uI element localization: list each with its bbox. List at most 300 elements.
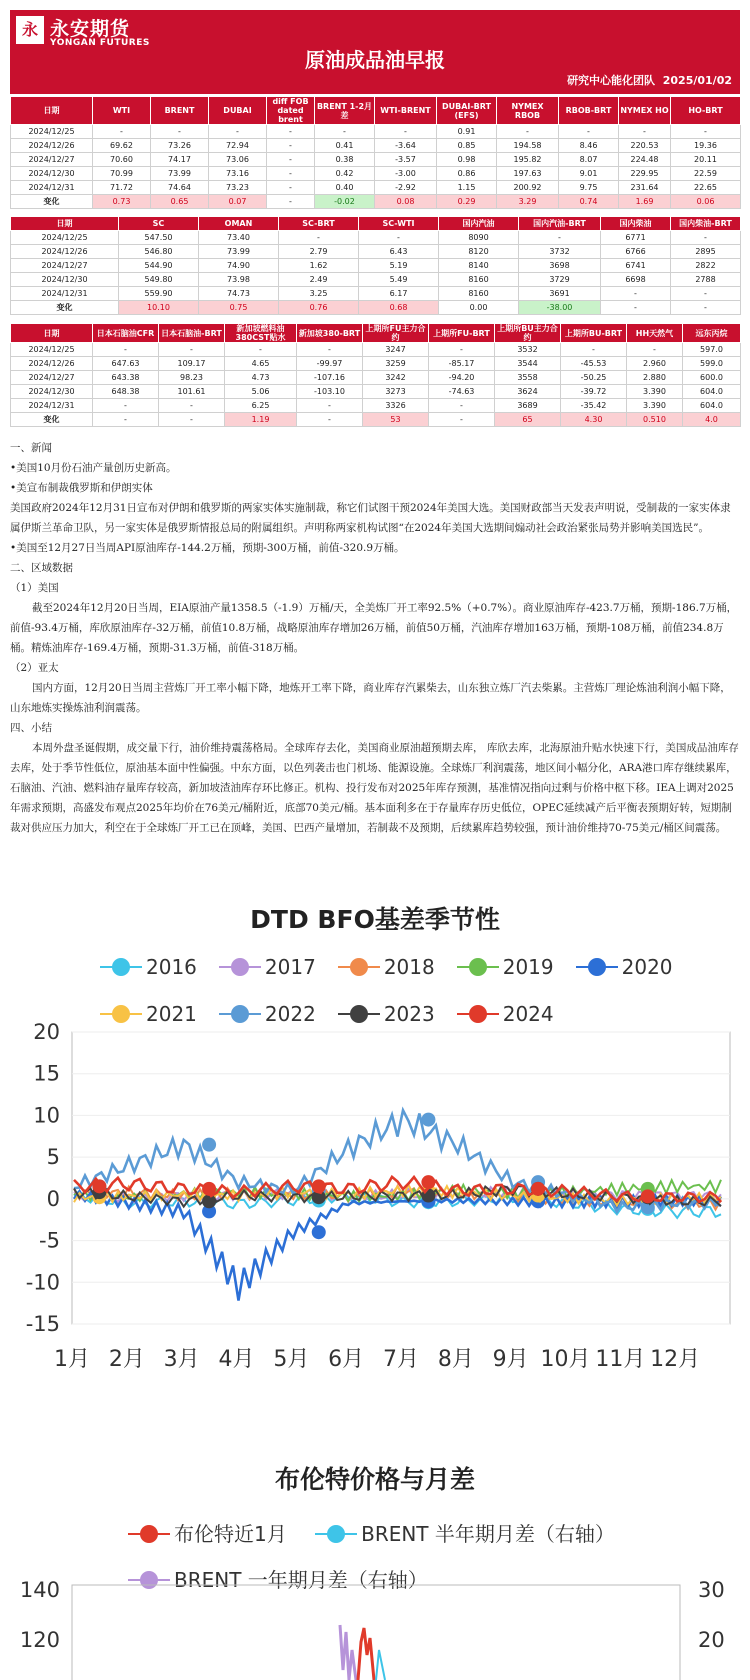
table-cell: 3624 xyxy=(495,385,561,399)
table-cell: 2822 xyxy=(671,259,741,273)
table-cell: - xyxy=(297,399,363,413)
table-cell: 599.0 xyxy=(683,357,741,371)
table-cell: - xyxy=(627,343,683,357)
table-cell: 70.99 xyxy=(93,167,151,181)
data-point-2023 xyxy=(202,1194,216,1208)
table-cell: 74.73 xyxy=(199,287,279,301)
plot-frame xyxy=(72,1032,730,1324)
table-cell: 74.64 xyxy=(151,181,209,195)
table-cell: 597.0 xyxy=(683,343,741,357)
column-header: BRENT 1-2月差 xyxy=(315,97,375,125)
table-header-row xyxy=(11,97,741,125)
table-cell: - xyxy=(267,167,315,181)
table-cell: 1.62 xyxy=(279,259,359,273)
table-cell: 231.64 xyxy=(619,181,671,195)
y-tick-label-right: 20 xyxy=(698,1628,725,1652)
dtd-bfo-seasonal-chart xyxy=(0,1012,750,1392)
column-header: 国内汽油 xyxy=(439,217,519,231)
table-cell: 546.80 xyxy=(119,245,199,259)
change-cell: 4.30 xyxy=(561,413,627,427)
table-cell: 2024/12/27 xyxy=(11,153,93,167)
table-cell: 73.06 xyxy=(209,153,267,167)
section-heading-region: 二、区域数据 xyxy=(10,562,73,574)
y-tick-label: 10 xyxy=(33,1103,60,1128)
change-cell: - xyxy=(601,301,671,315)
column-header: 日期 xyxy=(11,217,119,231)
table-cell: 72.94 xyxy=(209,139,267,153)
company-name-cn: 永安期货 xyxy=(50,18,131,40)
table-cell: 3558 xyxy=(495,371,561,385)
report-body xyxy=(10,438,740,838)
table-cell: 3689 xyxy=(495,399,561,413)
change-cell: - xyxy=(429,413,495,427)
summary-paragraph: 本周外盘圣诞假期，成交量下行，油价维持震荡格局。全球库存去化，美国商业原油超预期去库， 库欣去库，北海原油升贴水快速下行，美国成品油库存去库，处于季节性低位，原油基本面中性偏强。中东方面，以色列袭击也门机场、能源设施。全球炼厂利润震荡，地区间小幅分化，ARA港口库存继续累库，石脑油、汽油、燃料油存量库存较高，新加坡渣油库存环比修正。机构、投行发布对2025年库存预测，基准情况指向过剩与价格中枢下移。IEA上调对2025年需求预期，高盛发布观点2025年均价在76美元/桶附近，底部70美元/桶。基本面利多在于存量库存历史低位，OPEC延续减产后平衡表预期好转，短期制裁对供应压力加大，利空在于全球炼厂开工已在顶峰，美国、巴西产量增加，若制裁不及预期，后续累库趋势较强，预计油价维持70-75美元/桶区间震荡。 xyxy=(10,742,739,834)
region-heading-apac: （2）亚太 xyxy=(10,662,59,674)
data-point-2024 xyxy=(312,1179,326,1193)
table-cell: -3.00 xyxy=(375,167,437,181)
table-cell: 0.85 xyxy=(437,139,497,153)
table-cell: 2.79 xyxy=(279,245,359,259)
table-cell: 643.38 xyxy=(93,371,159,385)
column-header: WTI xyxy=(93,97,151,125)
table-cell: 9.01 xyxy=(559,167,619,181)
table-cell: - xyxy=(225,343,297,357)
table-cell: 0.98 xyxy=(437,153,497,167)
column-header: 新加坡燃料油380CST贴水 xyxy=(225,324,297,343)
change-cell: 1.69 xyxy=(619,195,671,209)
x-tick-label: 10月 xyxy=(540,1347,591,1372)
table-cell: - xyxy=(151,125,209,139)
change-cell: 65 xyxy=(495,413,561,427)
column-header: 国内汽油-BRT xyxy=(519,217,601,231)
table-cell: 0.41 xyxy=(315,139,375,153)
table-cell: -94.20 xyxy=(429,371,495,385)
x-tick-label: 12月 xyxy=(650,1347,701,1372)
chart2-legend-row-1 xyxy=(128,1518,637,1547)
table-cell: 6766 xyxy=(601,245,671,259)
column-header: OMAN xyxy=(199,217,279,231)
table-cell: 73.40 xyxy=(199,231,279,245)
table-cell: - xyxy=(93,343,159,357)
legend-marker-icon xyxy=(588,958,606,976)
data-point-2024 xyxy=(92,1179,106,1193)
section-heading-news: 一、新闻 xyxy=(10,442,52,454)
change-cell: 0.510 xyxy=(627,413,683,427)
table-cell: 2024/12/25 xyxy=(11,231,119,245)
table-cell: 547.50 xyxy=(119,231,199,245)
column-header: diff FOB dated brent xyxy=(267,97,315,125)
table-cell: 195.82 xyxy=(497,153,559,167)
change-cell: 0.00 xyxy=(439,301,519,315)
change-cell: 0.65 xyxy=(151,195,209,209)
column-header: 远东丙烷 xyxy=(683,324,741,343)
data-point-2024 xyxy=(641,1189,655,1203)
column-header: 日本石脑油-BRT xyxy=(159,324,225,343)
news-item: •美宣布制裁俄罗斯和伊朗实体 xyxy=(10,482,153,494)
data-point-2024 xyxy=(531,1182,545,1196)
company-name-en: YONGAN FUTURES xyxy=(50,38,150,48)
table-cell: 544.90 xyxy=(119,259,199,273)
column-header: 上期所BU主力合约 xyxy=(495,324,561,343)
table-cell: 3247 xyxy=(363,343,429,357)
legend-marker-icon xyxy=(469,958,487,976)
table-cell: 559.90 xyxy=(119,287,199,301)
table-row xyxy=(11,371,741,385)
report-date: 2025/01/02 xyxy=(662,74,732,87)
legend-marker-icon xyxy=(140,1525,158,1543)
legend-marker-icon xyxy=(350,958,368,976)
x-tick-label: 4月 xyxy=(218,1347,255,1372)
x-tick-label: 1月 xyxy=(54,1347,90,1372)
change-cell: 0.74 xyxy=(559,195,619,209)
table-cell: 0.86 xyxy=(437,167,497,181)
table-cell: 2024/12/27 xyxy=(11,371,93,385)
table-cell: - xyxy=(267,125,315,139)
table-cell: 224.48 xyxy=(619,153,671,167)
table-cell: 2024/12/31 xyxy=(11,181,93,195)
column-header: 日期 xyxy=(11,324,93,343)
table-cell: 2024/12/31 xyxy=(11,287,119,301)
report-title: 原油成品油早报 xyxy=(305,48,445,72)
table-cell: 3544 xyxy=(495,357,561,371)
table-header-row xyxy=(11,217,741,231)
y-tick-label: -10 xyxy=(25,1270,60,1295)
y-tick-label-right: 30 xyxy=(698,1580,725,1602)
chart-legend-row-1 xyxy=(100,955,695,979)
table-cell: 2024/12/26 xyxy=(11,357,93,371)
change-cell: 0.29 xyxy=(437,195,497,209)
legend-item-2021: 2021 xyxy=(100,1002,197,1026)
change-cell: - xyxy=(297,413,363,427)
table-cell: - xyxy=(297,343,363,357)
chart-title-brent: 布伦特价格与月差 xyxy=(274,1465,475,1494)
table-row xyxy=(11,287,741,301)
legend-item-2023: 2023 xyxy=(338,1002,435,1026)
table-cell: -35.42 xyxy=(561,399,627,413)
change-cell: 变化 xyxy=(11,301,119,315)
y-tick-label: 5 xyxy=(46,1145,60,1170)
y-tick-label-left: 140 xyxy=(19,1580,60,1602)
legend-marker-icon xyxy=(231,958,249,976)
table-cell: 6.25 xyxy=(225,399,297,413)
table-cell: 3.390 xyxy=(627,399,683,413)
table-cell: 3.390 xyxy=(627,385,683,399)
table-cell: - xyxy=(497,125,559,139)
table-cell: 8160 xyxy=(439,273,519,287)
table-cell: - xyxy=(159,399,225,413)
column-header: SC-BRT xyxy=(279,217,359,231)
company-logo-mark: 永 xyxy=(16,16,44,44)
news-paragraph: 美国政府2024年12月31日宣布对伊朗和俄罗斯的两家实体实施制裁，称它们试图干预2024年美国大选。美国财政部当天发表声明说，受制裁的一家实体隶属伊斯兰革命卫队，另一家实体是俄罗斯情报总局的附属组织。声明称两家机构试图“在2024年美国大选期间煽动社会政治紧张局势并影响美国选民”。 xyxy=(10,502,731,534)
x-tick-label: 9月 xyxy=(492,1347,529,1372)
table-cell: - xyxy=(559,125,619,139)
team-name: 研究中心能化团队 xyxy=(567,74,656,87)
table-cell: - xyxy=(519,231,601,245)
column-header: 日本石脑油CFR xyxy=(93,324,159,343)
table-cell: -2.92 xyxy=(375,181,437,195)
change-row xyxy=(11,195,741,209)
table-row xyxy=(11,259,741,273)
table-cell: 200.92 xyxy=(497,181,559,195)
table-cell: - xyxy=(159,343,225,357)
table-cell: 6771 xyxy=(601,231,671,245)
table-cell: -3.57 xyxy=(375,153,437,167)
table-row xyxy=(11,399,741,413)
x-tick-label: 8月 xyxy=(437,1347,474,1372)
table-cell: 220.53 xyxy=(619,139,671,153)
table-cell: - xyxy=(429,343,495,357)
crude-products-price-table xyxy=(10,96,741,209)
table-cell: 3532 xyxy=(495,343,561,357)
table-cell: - xyxy=(93,125,151,139)
column-header: WTI-BRENT xyxy=(375,97,437,125)
table-cell: 109.17 xyxy=(159,357,225,371)
table-cell: - xyxy=(429,399,495,413)
table-cell: 8140 xyxy=(439,259,519,273)
naphtha-fuel-oil-table xyxy=(10,323,741,427)
table-row xyxy=(11,139,741,153)
legend-marker-icon xyxy=(112,958,130,976)
region-paragraph-us: 截至2024年12月20日当周，EIA原油产量1358.5（-1.9）万桶/天，全美炼厂开工率92.5%（+0.7%）。商业原油库存-423.7万桶，预期-186.7万桶，前值-93.4万桶，库欣原油库存-32万桶，前值10.8万桶，战略原油库存增加26万桶，前值50万桶，汽油库存增加163万桶，预期-108万桶，前值234.8万桶。精炼油库存-169.4万桶，预期-31.3万桶，前值-318万桶。 xyxy=(10,602,738,654)
table-cell: 6.17 xyxy=(359,287,439,301)
table-cell: 0.38 xyxy=(315,153,375,167)
table-row xyxy=(11,245,741,259)
table-cell: - xyxy=(267,153,315,167)
table-cell: - xyxy=(267,139,315,153)
table-cell: 70.60 xyxy=(93,153,151,167)
table-row xyxy=(11,343,741,357)
legend-item: BRENT 半年期月差（右轴） xyxy=(315,1518,615,1547)
change-cell: 0.76 xyxy=(279,301,359,315)
y-tick-label: 15 xyxy=(33,1061,60,1086)
table-cell: 8090 xyxy=(439,231,519,245)
table-cell: 4.65 xyxy=(225,357,297,371)
table-cell: - xyxy=(671,287,741,301)
table-cell: 2.49 xyxy=(279,273,359,287)
region-paragraph-apac: 国内方面，12月20日当周主营炼厂开工率小幅下降，地炼开工率下降，商业库存汽累柴去，山东独立炼厂汽去柴累。主营炼厂理论炼油利润小幅下降，山东地炼实操炼油利润震荡。 xyxy=(10,682,731,714)
table-cell: 0.91 xyxy=(437,125,497,139)
x-tick-label: 7月 xyxy=(383,1347,419,1372)
column-header: 国内柴油 xyxy=(601,217,671,231)
legend-item-2019: 2019 xyxy=(457,955,554,979)
table-row xyxy=(11,385,741,399)
table-cell: 73.99 xyxy=(199,245,279,259)
table-cell: 0.40 xyxy=(315,181,375,195)
table-cell: 4.73 xyxy=(225,371,297,385)
report-header xyxy=(10,10,740,94)
table-cell: 2.880 xyxy=(627,371,683,385)
change-cell: 0.06 xyxy=(671,195,741,209)
x-tick-label: 3月 xyxy=(163,1347,200,1372)
column-header: 上期所BU-BRT xyxy=(561,324,627,343)
table-cell: 604.0 xyxy=(683,399,741,413)
table-row xyxy=(11,231,741,245)
change-cell: 0.07 xyxy=(209,195,267,209)
table-cell: 2024/12/25 xyxy=(11,343,93,357)
series-line-brent-front xyxy=(358,1628,374,1680)
data-point-2022 xyxy=(421,1113,435,1127)
table-cell: 73.98 xyxy=(199,273,279,287)
change-cell: 53 xyxy=(363,413,429,427)
column-header: HO-BRT xyxy=(671,97,741,125)
table-cell: 2024/12/30 xyxy=(11,167,93,181)
change-row xyxy=(11,413,741,427)
column-header: DUBAI xyxy=(209,97,267,125)
table-cell: - xyxy=(359,231,439,245)
series-line-half-year-spread xyxy=(376,1650,385,1680)
change-cell: 4.0 xyxy=(683,413,741,427)
domestic-oil-table xyxy=(10,216,741,315)
table-cell: -45.53 xyxy=(561,357,627,371)
change-row xyxy=(11,301,741,315)
legend-item-2024: 2024 xyxy=(457,1002,554,1026)
table-cell: - xyxy=(209,125,267,139)
table-cell: 2788 xyxy=(671,273,741,287)
table-cell: 9.75 xyxy=(559,181,619,195)
table-cell: 2024/12/30 xyxy=(11,385,93,399)
news-item: •美国至12月27日当周API原油库存-144.2万桶，预期-300万桶，前值-320.9万桶。 xyxy=(10,542,405,554)
section-heading-summary: 四、小结 xyxy=(10,722,52,734)
table-cell: - xyxy=(671,125,741,139)
table-cell: 229.95 xyxy=(619,167,671,181)
y-tick-label: -5 xyxy=(39,1228,60,1253)
table-cell: 8.07 xyxy=(559,153,619,167)
change-cell: 0.68 xyxy=(359,301,439,315)
change-cell: - xyxy=(671,301,741,315)
plot-frame xyxy=(72,1585,680,1680)
column-header: 日期 xyxy=(11,97,93,125)
table-cell: 20.11 xyxy=(671,153,741,167)
table-cell: 73.23 xyxy=(209,181,267,195)
table-cell: 2024/12/27 xyxy=(11,259,119,273)
table-cell: 69.62 xyxy=(93,139,151,153)
table-cell: 2895 xyxy=(671,245,741,259)
table-row xyxy=(11,181,741,195)
table-cell: -103.10 xyxy=(297,385,363,399)
table-cell: 3242 xyxy=(363,371,429,385)
table-cell: -39.72 xyxy=(561,385,627,399)
table-row xyxy=(11,125,741,139)
table-cell: 2024/12/26 xyxy=(11,139,93,153)
table-cell: 5.06 xyxy=(225,385,297,399)
table-cell: - xyxy=(267,181,315,195)
table-cell: 74.90 xyxy=(199,259,279,273)
column-header: 国内柴油-BRT xyxy=(671,217,741,231)
table-cell: 3273 xyxy=(363,385,429,399)
table-cell: 3259 xyxy=(363,357,429,371)
change-cell: - xyxy=(93,413,159,427)
x-tick-label: 11月 xyxy=(595,1347,646,1372)
y-tick-label: 0 xyxy=(46,1186,60,1211)
change-cell: 0.75 xyxy=(199,301,279,315)
table-cell: 197.63 xyxy=(497,167,559,181)
data-point-2024 xyxy=(202,1182,216,1196)
series-line-one-year-spread xyxy=(340,1625,356,1680)
change-cell: -0.02 xyxy=(315,195,375,209)
change-cell: 3.29 xyxy=(497,195,559,209)
table-cell: 0.42 xyxy=(315,167,375,181)
data-point-2024 xyxy=(421,1175,435,1189)
legend-marker-icon xyxy=(327,1525,345,1543)
y-tick-label: 20 xyxy=(33,1020,60,1044)
x-tick-label: 2月 xyxy=(108,1347,145,1372)
table-row xyxy=(11,357,741,371)
brent-price-spread-chart xyxy=(0,1580,750,1680)
table-cell: 6741 xyxy=(601,259,671,273)
table-cell: - xyxy=(601,287,671,301)
table-cell: 6698 xyxy=(601,273,671,287)
table-cell: - xyxy=(561,343,627,357)
table-cell: 73.16 xyxy=(209,167,267,181)
change-cell: 10.10 xyxy=(119,301,199,315)
column-header: 上期所FU主力合约 xyxy=(363,324,429,343)
legend-item-2018: 2018 xyxy=(338,955,435,979)
table-cell: 73.99 xyxy=(151,167,209,181)
table-cell: 5.49 xyxy=(359,273,439,287)
table-cell: 5.19 xyxy=(359,259,439,273)
change-cell: - xyxy=(159,413,225,427)
change-cell: 0.08 xyxy=(375,195,437,209)
change-cell: 0.73 xyxy=(93,195,151,209)
column-header: NYMEX HO xyxy=(619,97,671,125)
table-cell: 600.0 xyxy=(683,371,741,385)
series-line-2020 xyxy=(74,1191,721,1300)
y-tick-label-left: 120 xyxy=(19,1628,60,1652)
x-tick-label: 6月 xyxy=(328,1347,365,1372)
table-cell: - xyxy=(671,231,741,245)
column-header: SC-WTI xyxy=(359,217,439,231)
table-cell: 604.0 xyxy=(683,385,741,399)
table-cell: 3729 xyxy=(519,273,601,287)
table-cell: 71.72 xyxy=(93,181,151,195)
table-cell: -107.16 xyxy=(297,371,363,385)
table-cell: -85.17 xyxy=(429,357,495,371)
change-cell: -38.00 xyxy=(519,301,601,315)
column-header: 上期所FU-BRT xyxy=(429,324,495,343)
table-cell: 3698 xyxy=(519,259,601,273)
team-and-date xyxy=(567,72,732,88)
table-cell: 194.58 xyxy=(497,139,559,153)
y-tick-label: -15 xyxy=(25,1312,60,1336)
table-cell: - xyxy=(375,125,437,139)
table-cell: 101.61 xyxy=(159,385,225,399)
table-cell: 3732 xyxy=(519,245,601,259)
table-cell: 2.960 xyxy=(627,357,683,371)
column-header: HH天然气 xyxy=(627,324,683,343)
change-cell: - xyxy=(267,195,315,209)
data-point-2022 xyxy=(202,1138,216,1152)
table-cell: 8120 xyxy=(439,245,519,259)
x-tick-label: 5月 xyxy=(273,1347,310,1372)
table-cell: - xyxy=(619,125,671,139)
table-cell: 8.46 xyxy=(559,139,619,153)
table-cell: 3326 xyxy=(363,399,429,413)
table-cell: 22.65 xyxy=(671,181,741,195)
table-cell: -99.97 xyxy=(297,357,363,371)
news-item: •美国10月份石油产量创历史新高。 xyxy=(10,462,177,474)
table-row xyxy=(11,273,741,287)
table-cell: 647.63 xyxy=(93,357,159,371)
legend-item-2016: 2016 xyxy=(100,955,197,979)
table-cell: 1.15 xyxy=(437,181,497,195)
column-header: RBOB-BRT xyxy=(559,97,619,125)
chart-title-dtd-bfo: DTD BFO基差季节性 xyxy=(250,905,500,934)
column-header: DUBAI-BRT (EFS) xyxy=(437,97,497,125)
table-cell: 98.23 xyxy=(159,371,225,385)
table-cell: 74.17 xyxy=(151,153,209,167)
table-cell: 8160 xyxy=(439,287,519,301)
table-cell: 6.43 xyxy=(359,245,439,259)
